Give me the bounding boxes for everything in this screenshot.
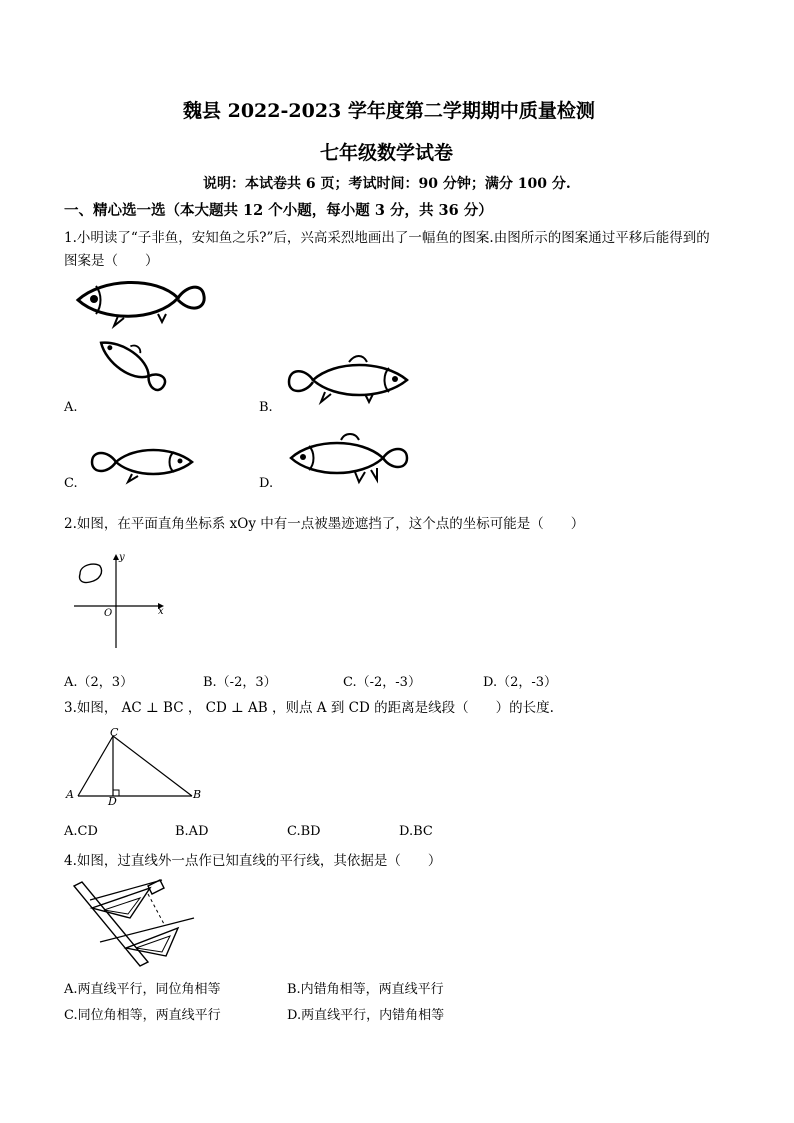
q2-option-a: A.（2，3） xyxy=(64,675,134,690)
ink-blot xyxy=(79,564,101,582)
q2-coordinate-figure xyxy=(70,552,180,652)
q1-option-a-label: A. xyxy=(64,400,78,415)
q1-option-b-label: B. xyxy=(259,400,273,415)
q3-point-b: B xyxy=(193,788,202,801)
q2-option-b: B.（-2，3） xyxy=(203,675,277,690)
q4-option-d: D.两直线平行，内错角相等 xyxy=(287,1008,445,1023)
q2-axis-x-label: x xyxy=(158,606,164,617)
q3-point-a: A xyxy=(66,788,74,801)
q2-origin-label: O xyxy=(104,608,113,619)
q4-option-a: A.两直线平行，同位角相等 xyxy=(64,982,221,997)
q1-option-c-label: C. xyxy=(64,476,78,491)
q3-option-b: B.AD xyxy=(175,824,209,839)
q2-option-d: D.（2，-3） xyxy=(483,675,558,690)
q1-reference-fish xyxy=(74,272,214,332)
q1-stem-line1: 1.小明读了“子非鱼，安知鱼之乐?”后，兴高采烈地画出了一幅鱼的图案.由图所示的图案通过平移后能得到的 xyxy=(64,230,710,246)
q1-stem-line2: 图案是（ ） xyxy=(64,253,159,269)
exam-instructions: 说明：本试卷共 6 页；考试时间：90 分钟；满分 100 分. xyxy=(203,176,571,192)
q1-option-d-fish xyxy=(285,430,415,486)
q1-option-a-fish xyxy=(86,330,166,410)
exam-title: 魏县 2022-2023 学年度第二学期期中质量检测 xyxy=(183,100,595,122)
q3-option-d: D.BC xyxy=(399,824,433,839)
q3-triangle-figure xyxy=(70,730,210,810)
q4-option-b: B.内错角相等，两直线平行 xyxy=(287,982,444,997)
q3-option-a: A.CD xyxy=(64,824,98,839)
q4-option-c: C.同位角相等，两直线平行 xyxy=(64,1008,221,1023)
exam-subtitle: 七年级数学试卷 xyxy=(320,142,454,164)
q1-option-b-fish xyxy=(285,352,415,412)
q3-stem: 3.如图， AC ⊥ BC ， CD ⊥ AB ，则点 A 到 CD 的距离是线段（ ）的长度. xyxy=(64,700,554,716)
section-heading: 一、精心选一选（本大题共 12 个小题，每小题 3 分，共 36 分） xyxy=(64,202,493,219)
q2-stem: 2.如图，在平面直角坐标系 xOy 中有一点被墨迹遮挡了，这个点的坐标可能是（ ） xyxy=(64,516,585,532)
q3-point-c: C xyxy=(110,726,119,739)
q2-option-c: C.（-2，-3） xyxy=(343,675,421,690)
q1-option-d-label: D. xyxy=(259,476,274,491)
q4-set-square-figure xyxy=(70,872,200,972)
q1-option-c-fish xyxy=(88,442,198,486)
q3-option-c: C.BD xyxy=(287,824,321,839)
q4-stem: 4.如图，过直线外一点作已知直线的平行线，其依据是（ ） xyxy=(64,853,442,869)
q2-axis-y-label: y xyxy=(119,552,125,563)
q3-point-d: D xyxy=(108,795,117,808)
